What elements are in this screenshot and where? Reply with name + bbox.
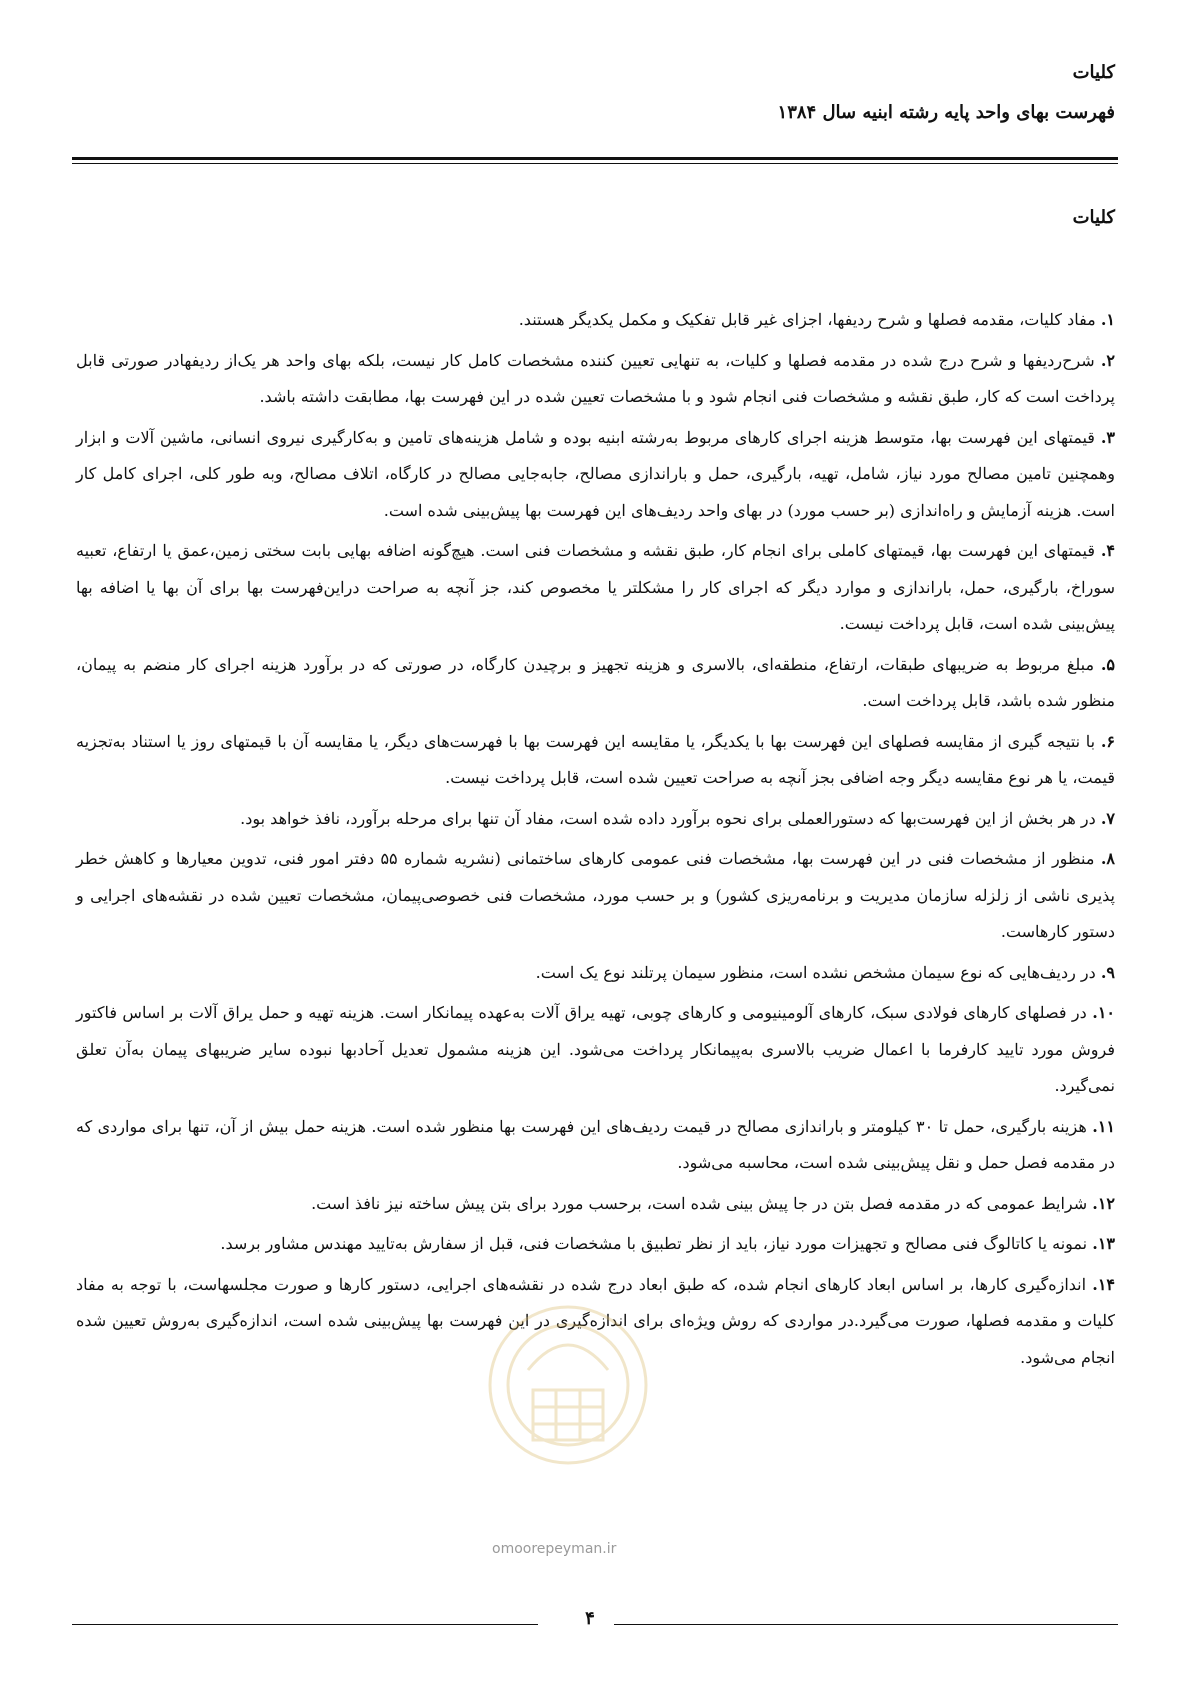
- list-item: [76, 841, 1115, 951]
- footer-rule-left: [72, 1624, 538, 1625]
- list-item: [76, 1109, 1115, 1182]
- list-item: [76, 995, 1115, 1105]
- header-title: کلیات: [1072, 62, 1115, 83]
- item-text: قیمتهای این فهرست بها، قیمتهای کاملی برای انجام کار، طبق نقشه و مشخصات فنی است. هیچ‌گونه اضافه بهایی بابت سختی زمین،عمق یا ارتفاع، تعبیه سوراخ، بارگیری، حمل، باراندازی و موارد دیگر که اجرای کار را مشکلتر یا مخصوص کند، جز آنچه به صراحت دراین‌فهرست بها برای آن بها یا اضافه بها پیش‌بینی شده است، قابل پرداخت نیست.: [76, 541, 1116, 633]
- list-item: [76, 647, 1115, 720]
- item-text: با نتیجه گیری از مقایسه فصلهای این فهرست بها با یکدیگر، یا مقایسه این فهرست بها با فهرست‌های دیگر، یا مقایسه آن با قیمتهای روز یا استناد به‌تجزیه قیمت، یا هر نوع مقایسه دیگر وجه اضافی بجز آنچه به صراحت تعیین شده است، قابل پرداخت نیست.: [76, 731, 1115, 787]
- list-item: [76, 1186, 1115, 1223]
- watermark-site: omoorepeyman.ir: [492, 1541, 617, 1557]
- list-item: [76, 1226, 1115, 1263]
- footer-rule-right: [614, 1624, 1118, 1625]
- item-text: در ردیف‌هایی که نوع سیمان مشخص نشده است، منظور سیمان پرتلند نوع یک است.: [535, 962, 1096, 982]
- item-number: ۹.: [1100, 962, 1115, 982]
- item-number: ۱.: [1100, 310, 1115, 329]
- item-number: ۱۱.: [1092, 1116, 1115, 1136]
- page-number: ۴: [585, 1608, 595, 1629]
- item-number: ۱۲.: [1092, 1193, 1115, 1213]
- item-number: ۷.: [1100, 808, 1115, 828]
- list-item: [76, 302, 1115, 339]
- item-text: مفاد کلیات، مقدمه فصلها و شرح ردیفها، اجزای غیر قابل تفکیک و مکمل یکدیگر هستند.: [518, 310, 1096, 329]
- list-item: [76, 343, 1115, 416]
- item-number: ۱۰.: [1092, 1003, 1115, 1022]
- item-text: نمونه یا کاتالوگ فنی مصالح و تجهیزات مورد نیاز، باید از نظر تطبیق با مشخصات فنی، قبل از سفارش به‌تایید مهندس مشاور برسد.: [220, 1234, 1088, 1253]
- list-item: [76, 801, 1115, 838]
- item-text: در هر بخش از این فهرست‌بها که دستورالعملی برای نحوه برآورد داده شده است، مفاد آن تنها برای مرحله برآورد، نافذ خواهد بود.: [240, 808, 1096, 828]
- item-number: ۶.: [1100, 731, 1115, 751]
- header-rule-thick: [72, 157, 1118, 160]
- list-item: [76, 533, 1115, 643]
- list-item: [76, 724, 1115, 797]
- item-number: ۱۴.: [1092, 1274, 1115, 1294]
- list-item: [76, 1267, 1115, 1377]
- item-number: ۴.: [1100, 541, 1116, 560]
- item-text: اندازه‌گیری کارها، بر اساس ابعاد کارهای انجام شده، که طبق ابعاد درج شده در نقشه‌های اجرایی، دستور کارها و صورت مجلسهاست، با توجه به مفاد کلیات و مقدمه فصلها، صورت می‌گیرد.در مواردی که روش ویژه‌ای برای اندازه‌گیری در این فهرست بها پیش‌بینی شده است، اندازه‌گیری به‌روش تعیین شده انجام می‌شود.: [76, 1274, 1115, 1367]
- item-number: ۲.: [1100, 350, 1116, 370]
- item-number: ۸.: [1100, 849, 1115, 868]
- item-text: شرح‌ردیفها و شرح درج شده در مقدمه فصلها و کلیات، به تنهایی تعیین کننده مشخصات کامل کار نیست، بلکه بهای واحد هر یک‌از ردیفهادر صورتی قابل پرداخت است که کار، طبق نقشه و مشخصات فنی انجام شود و با مشخصات تعیین شده در این فهرست بها، مطابقت داشته باشد.: [76, 350, 1115, 406]
- section-title: کلیات: [1072, 207, 1115, 228]
- item-text: هزینه بارگیری، حمل تا ۳۰ کیلومتر و باراندازی مصالح در قیمت ردیف‌های این فهرست بها منظور شده است. هزینه حمل بیش از آن، تنها برای مواردی که در مقدمه فصل حمل و نقل پیش‌بینی شده است، محاسبه می‌شود.: [76, 1116, 1115, 1172]
- item-text: قیمتهای این فهرست بها، متوسط هزینه اجرای کارهای مربوط به‌رشته ابنیه بوده و شامل هزینه‌های تامین و به‌کارگیری نیروی انسانی، ماشین آلات و ابزار وهمچنین تامین مصالح مورد نیاز، شامل، تهیه، بارگیری، حمل و باراندازی مصالح، جابه‌جایی مصالح در کارگاه، اتلاف مصالح، وبه طور کلی، اجرای کامل کار است. هزینه آزمایش و راه‌اندازی (بر حسب مورد) در بهای واحد ردیف‌های این فهرست بها پیش‌بینی شده است.: [76, 427, 1115, 520]
- item-number: ۵.: [1100, 654, 1116, 674]
- item-number: ۳.: [1100, 427, 1115, 447]
- items-list: [76, 302, 1115, 1380]
- item-text: منظور از مشخصات فنی در این فهرست بها، مشخصات فنی عمومی کارهای ساختمانی (نشریه شماره ۵۵ دفتر امور فنی، تدوین معیارها و کاهش خطر پذیری ناشی از زلزله سازمان مدیریت و برنامه‌ریزی کشور) و بر حسب مورد، مشخصات فنی خصوصی‌پیمان، مشخصات تعیین شده در نقشه‌های اجرایی و دستور کارهاست.: [76, 849, 1116, 941]
- list-item: [76, 420, 1115, 530]
- item-number: ۱۳.: [1092, 1234, 1115, 1253]
- list-item: [76, 955, 1115, 992]
- item-text: مبلغ مربوط به ضریبهای طبقات، ارتفاع، منطقه‌ای، بالاسری و هزینه تجهیز و برچیدن کارگاه، در صورتی که در برآورد هزینه اجرای کار منضم به پیمان، منظور شده باشد، قابل پرداخت است.: [76, 654, 1115, 710]
- header-rule-thin: [72, 163, 1118, 164]
- item-text: شرایط عمومی که در مقدمه فصل بتن در جا پیش بینی شده است، برحسب مورد برای بتن پیش ساخته نیز نافذ است.: [311, 1193, 1088, 1213]
- item-text: در فصلهای کارهای فولادی سبک، کارهای آلومینیومی و کارهای چوبی، تهیه یراق آلات به‌عهده پیمانکار است. هزینه تهیه و حمل یراق آلات بر اساس فاکتور فروش مورد تایید کارفرما با اعمال ضریب بالاسری به‌پیمانکار پرداخت می‌شود. این هزینه مشمول تعدیل آحادبها نبوده سایر ضریبهای پیمان به‌آن تعلق نمی‌گیرد.: [76, 1003, 1115, 1095]
- header-subtitle: فهرست بهای واحد پایه رشته ابنیه سال ۱۳۸۴: [777, 102, 1115, 123]
